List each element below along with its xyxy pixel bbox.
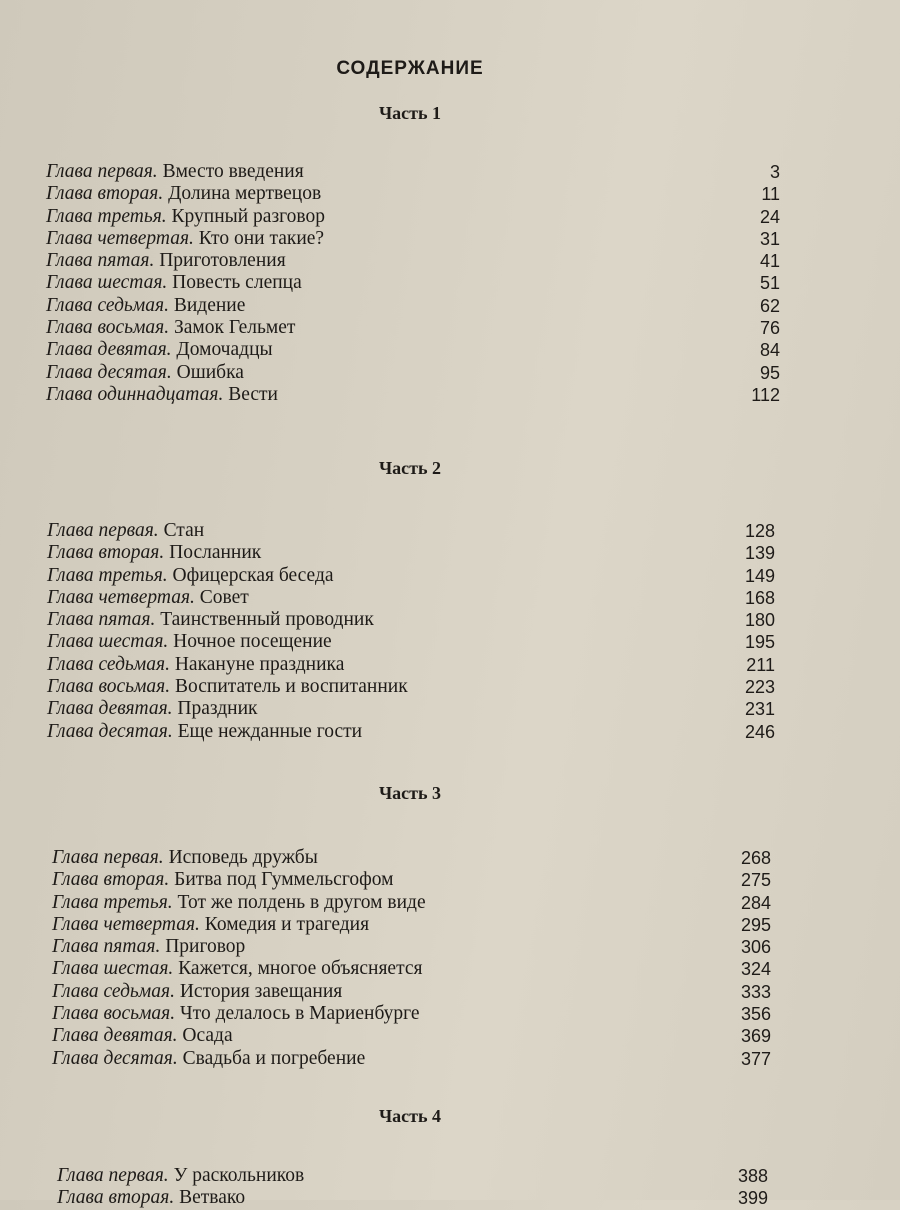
chapter-page-number: 295 xyxy=(740,914,771,935)
chapter-title: Видение xyxy=(173,294,246,316)
chapter-title: Повесть слепца xyxy=(172,272,302,294)
chapter-ordinal: Глава четвертая. xyxy=(52,913,200,935)
chapter-entry xyxy=(52,847,771,869)
chapter-page-number: 211 xyxy=(746,654,775,675)
chapter-entry xyxy=(52,958,771,980)
part-heading xyxy=(0,1106,820,1127)
chapter-page-number: 180 xyxy=(744,610,775,631)
chapter-title: Таинственный проводник xyxy=(160,609,374,631)
part-label: Часть 1 xyxy=(378,103,442,123)
chapter-entry xyxy=(47,631,775,653)
chapter-page-number: 369 xyxy=(740,1026,771,1047)
chapter-page-number: 95 xyxy=(759,362,780,383)
chapter-page-number: 246 xyxy=(744,721,775,742)
chapter-entry xyxy=(47,609,775,631)
chapter-entry xyxy=(47,676,775,698)
chapter-page-number: 112 xyxy=(751,384,780,405)
chapter-ordinal: Глава третья. xyxy=(47,564,168,586)
chapter-ordinal: Глава пятая. xyxy=(46,250,155,272)
chapter-title: Приготовления xyxy=(159,250,286,272)
chapter-page-number: 268 xyxy=(740,848,771,868)
chapter-entry xyxy=(46,228,780,250)
chapter-title: Исповедь дружбы xyxy=(168,847,318,868)
chapter-ordinal: Глава первая. xyxy=(52,847,164,868)
chapter-entry xyxy=(46,250,780,272)
chapter-entry xyxy=(47,587,775,609)
chapter-title: Замок Гельмет xyxy=(174,317,296,339)
chapter-page-number: 149 xyxy=(744,565,775,586)
chapter-title: Воспитатель и воспитанник xyxy=(175,676,408,698)
chapter-page-number: 3 xyxy=(769,162,780,182)
chapter-ordinal: Глава четвертая. xyxy=(46,227,194,249)
chapter-entry xyxy=(57,1165,768,1187)
part-label: Часть 2 xyxy=(378,458,442,478)
chapter-entry xyxy=(52,914,771,936)
chapter-title: Комедия и трагедия xyxy=(204,913,370,935)
chapter-list xyxy=(46,161,780,406)
chapter-title: История завещания xyxy=(179,980,343,1002)
chapter-entry xyxy=(52,981,771,1003)
part-heading xyxy=(0,783,820,804)
chapter-ordinal: Глава девятая. xyxy=(52,1025,178,1047)
chapter-entry xyxy=(46,161,780,183)
chapter-title: Праздник xyxy=(177,698,258,720)
chapter-entry xyxy=(47,542,775,564)
chapter-ordinal: Глава третья. xyxy=(52,891,173,913)
chapter-title: Свадьба и погребение xyxy=(182,1047,366,1069)
chapter-ordinal: Глава вторая. xyxy=(52,869,170,891)
chapter-entry xyxy=(52,869,771,891)
chapter-title: Ветвако xyxy=(179,1187,246,1209)
chapter-entry xyxy=(46,317,780,339)
chapter-entry xyxy=(52,1025,771,1047)
chapter-title: У раскольников xyxy=(173,1165,305,1186)
chapter-title: Кто они такие? xyxy=(198,227,325,249)
chapter-page-number: 324 xyxy=(740,959,771,980)
chapter-page-number: 388 xyxy=(737,1166,768,1186)
chapter-ordinal: Глава пятая. xyxy=(47,609,156,631)
chapter-entry xyxy=(52,1003,771,1025)
chapter-title: Домочадцы xyxy=(176,339,273,361)
chapter-title: Офицерская беседа xyxy=(172,564,334,586)
chapter-page-number: 51 xyxy=(759,273,780,294)
chapter-page-number: 377 xyxy=(740,1048,771,1069)
chapter-ordinal: Глава пятая. xyxy=(52,936,161,958)
chapter-title: Вместо введения xyxy=(162,161,304,182)
chapter-page-number: 284 xyxy=(740,892,771,913)
chapter-ordinal: Глава седьмая. xyxy=(47,653,170,675)
chapter-ordinal: Глава девятая. xyxy=(47,698,173,720)
chapter-ordinal: Глава третья. xyxy=(46,205,167,227)
chapter-page-number: 84 xyxy=(759,340,780,361)
chapter-page-number: 306 xyxy=(740,937,771,958)
chapter-page-number: 24 xyxy=(759,206,780,227)
chapter-ordinal: Глава девятая. xyxy=(46,339,172,361)
chapter-title: Совет xyxy=(199,586,249,608)
chapter-title: Кажется, многое объясняется xyxy=(178,958,423,980)
chapter-ordinal: Глава четвертая. xyxy=(47,586,195,608)
chapter-entry xyxy=(47,654,775,676)
chapter-ordinal: Глава восьмая. xyxy=(47,676,171,698)
chapter-title: Тот же полдень в другом виде xyxy=(177,891,426,913)
chapter-entry xyxy=(47,565,775,587)
chapter-page-number: 195 xyxy=(744,632,775,653)
chapter-title: Еще нежданные гости xyxy=(177,720,363,742)
chapter-title: Долина мертвецов xyxy=(168,183,322,205)
chapter-ordinal: Глава шестая. xyxy=(46,272,168,294)
chapter-entry xyxy=(52,936,771,958)
chapter-entry xyxy=(46,272,780,294)
contents-heading: СОДЕРЖАНИЕ xyxy=(336,58,484,79)
chapter-title: Крупный разговор xyxy=(171,205,325,227)
chapter-entry xyxy=(47,698,775,720)
chapter-page-number: 399 xyxy=(737,1188,768,1209)
chapter-title: Стан xyxy=(163,520,205,541)
chapter-ordinal: Глава десятая. xyxy=(46,361,172,383)
chapter-ordinal: Глава восьмая. xyxy=(46,317,170,339)
chapter-title: Ошибка xyxy=(176,361,244,383)
chapter-page-number: 76 xyxy=(759,318,780,339)
chapter-title: Ночное посещение xyxy=(173,631,332,653)
chapter-list xyxy=(57,1165,768,1210)
chapter-ordinal: Глава одиннадцатая. xyxy=(46,383,224,405)
chapter-ordinal: Глава седьмая. xyxy=(52,980,175,1002)
chapter-title: Накануне праздника xyxy=(174,653,345,675)
chapter-ordinal: Глава вторая. xyxy=(57,1187,175,1209)
chapter-entry xyxy=(57,1187,768,1209)
chapter-ordinal: Глава шестая. xyxy=(47,631,169,653)
chapter-ordinal: Глава первая. xyxy=(57,1165,169,1186)
chapter-page-number: 223 xyxy=(744,677,775,698)
chapter-entry xyxy=(47,520,775,542)
chapter-entry xyxy=(46,206,780,228)
chapter-ordinal: Глава седьмая. xyxy=(46,294,169,316)
chapter-title: Осада xyxy=(182,1025,233,1047)
part-heading xyxy=(0,103,820,124)
part-label: Часть 4 xyxy=(378,1106,442,1126)
chapter-page-number: 128 xyxy=(744,521,775,541)
chapter-page-number: 31 xyxy=(759,228,780,249)
chapter-ordinal: Глава восьмая. xyxy=(52,1003,176,1025)
chapter-page-number: 139 xyxy=(744,543,775,564)
chapter-entry xyxy=(46,183,780,205)
chapter-page-number: 231 xyxy=(744,699,775,720)
chapter-page-number: 356 xyxy=(740,1004,771,1025)
chapter-page-number: 168 xyxy=(744,587,775,608)
chapter-ordinal: Глава десятая. xyxy=(52,1047,178,1069)
chapter-page-number: 41 xyxy=(759,251,780,272)
chapter-ordinal: Глава первая. xyxy=(47,520,159,541)
chapter-entry xyxy=(46,295,780,317)
chapter-entry xyxy=(46,362,780,384)
chapter-list xyxy=(47,520,775,743)
chapter-entry xyxy=(47,721,775,743)
chapter-title: Посланник xyxy=(169,542,262,564)
part-heading xyxy=(0,458,820,479)
chapter-entry xyxy=(52,892,771,914)
chapter-ordinal: Глава первая. xyxy=(46,161,158,182)
chapter-entry xyxy=(46,339,780,361)
chapter-page-number: 333 xyxy=(740,981,771,1002)
chapter-page-number: 62 xyxy=(759,295,780,316)
chapter-entry xyxy=(46,384,780,406)
chapter-ordinal: Глава вторая. xyxy=(46,183,164,205)
chapter-title: Приговор xyxy=(165,936,246,958)
chapter-ordinal: Глава вторая. xyxy=(47,542,165,564)
chapter-page-number: 11 xyxy=(761,184,780,205)
chapter-title: Вести xyxy=(228,383,278,405)
chapter-entry xyxy=(52,1048,771,1070)
chapter-title: Битва под Гуммельсгофом xyxy=(174,869,394,891)
chapter-ordinal: Глава шестая. xyxy=(52,958,174,980)
chapter-page-number: 275 xyxy=(740,870,771,891)
part-label: Часть 3 xyxy=(378,783,442,803)
chapter-list xyxy=(52,847,771,1070)
chapter-ordinal: Глава десятая. xyxy=(47,720,173,742)
chapter-title: Что делалось в Мариенбурге xyxy=(180,1003,420,1025)
